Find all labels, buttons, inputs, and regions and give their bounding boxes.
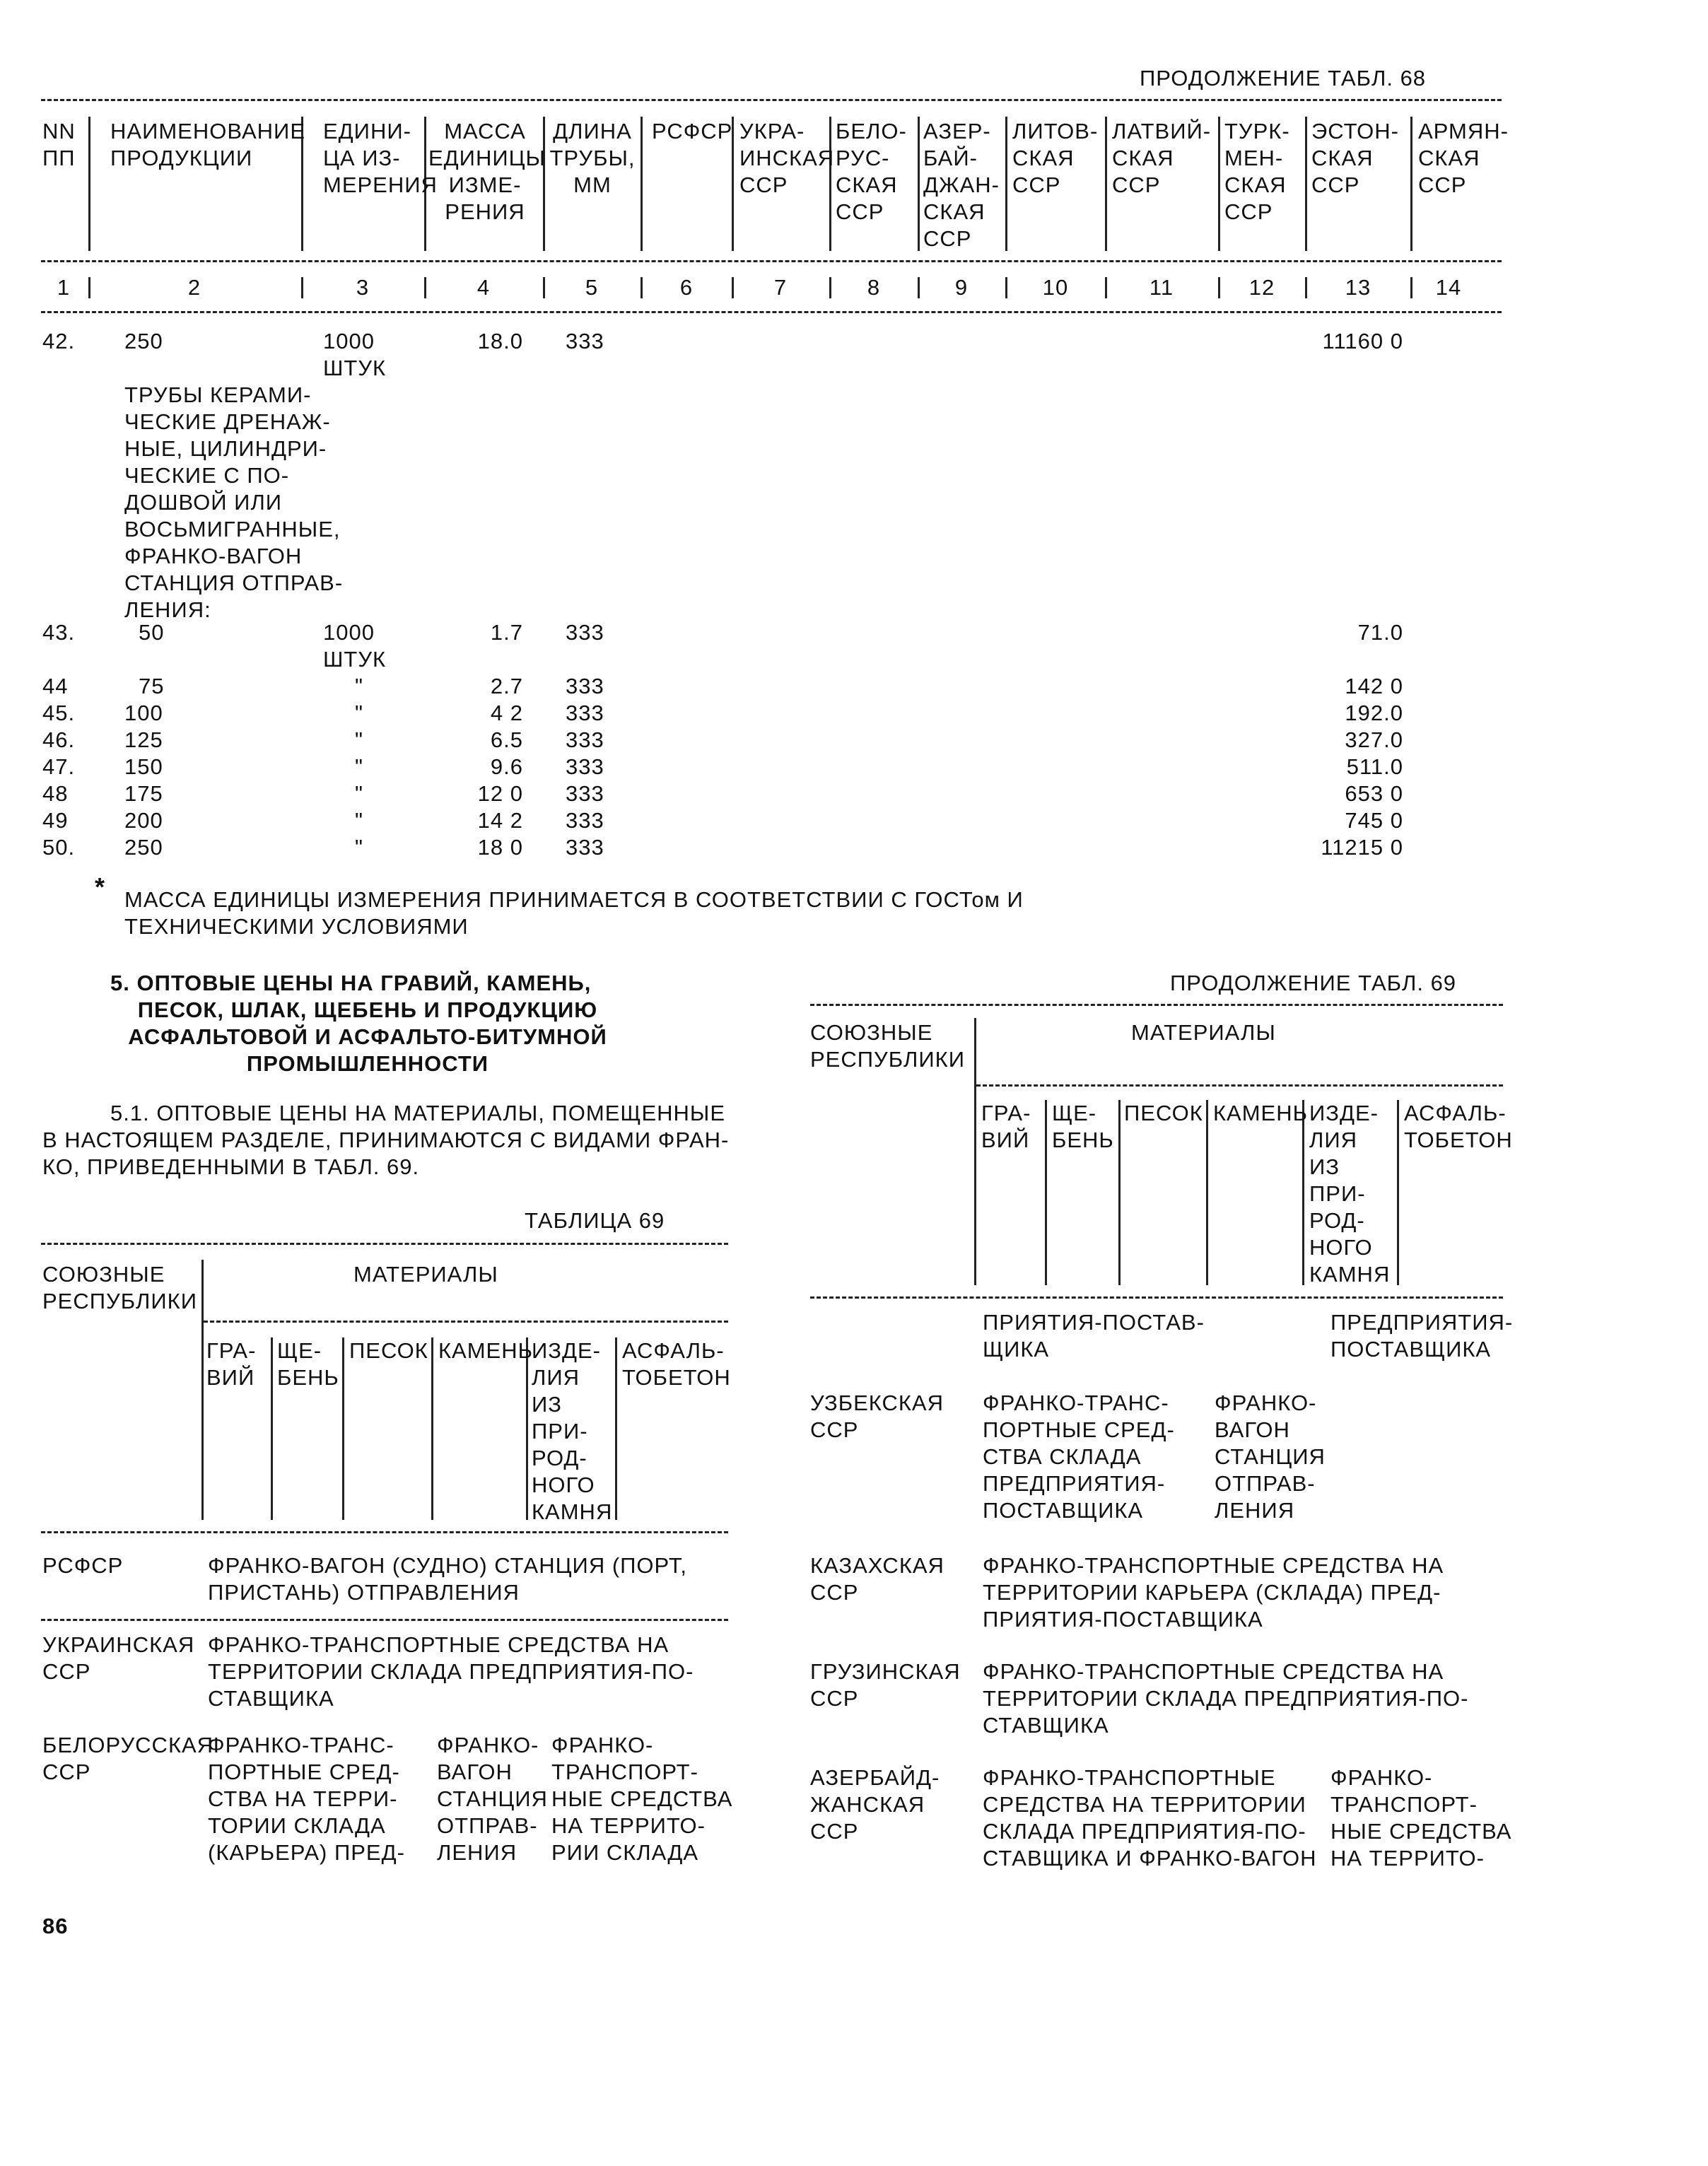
t68-colnum: 1 xyxy=(57,275,71,300)
t68-col-header-lit: ЛИТОВ- СКАЯ ССР xyxy=(1012,119,1099,197)
page-number: 86 xyxy=(42,1914,69,1938)
t68-col-header-arm: АРМЯН- СКАЯ ССР xyxy=(1418,119,1509,197)
paragraph-rest: В НАСТОЯЩЕМ РАЗДЕЛЕ, ПРИНИМАЮТСЯ С ВИДАМИ ФРАН- КО, ПРИВЕДЕННЫМИ В ТАБЛ. 69. xyxy=(42,1128,730,1179)
t68-colnum: 5 xyxy=(585,275,599,300)
t68-col-header-nn: NN ПП xyxy=(42,119,76,170)
t68-col-header-name: НАИМЕНОВАНИЕ ПРОДУКЦИИ xyxy=(110,119,306,170)
t69c-cont-right: ПРЕДПРИЯТИЯ- ПОСТАВЩИКА xyxy=(1330,1310,1514,1362)
t69-republics-label: СОЮЗНЫЕ РЕСПУБЛИКИ xyxy=(42,1262,198,1313)
t68-col-header-bel: БЕЛО- РУС- СКАЯ ССР xyxy=(836,119,907,224)
t68-colnum: 4 xyxy=(476,275,491,300)
t69c-caption: ПРОДОЛЖЕНИЕ ТАБЛ. 69 xyxy=(1170,971,1457,995)
t68-col-header-length: ДЛИНА ТРУБЫ, ММ xyxy=(549,119,636,197)
t68-group-title: ТРУБЫ КЕРАМИ- ЧЕСКИЕ ДРЕНАЖ- НЫЕ, ЦИЛИНДРИ- ЧЕСКИЕ С ПО- ДОШВОЙ ИЛИ ВОСЬМИГРАННЫЕ, ФРАНКО-ВАГОН СТАНЦИЯ ОТПРАВ- ЛЕНИЯ: xyxy=(124,382,344,622)
t68-top-rule xyxy=(41,99,1502,101)
t69-caption: ТАБЛИЦА 69 xyxy=(525,1208,665,1233)
t69c-cont-left: ПРИЯТИЯ-ПОСТАВ- ЩИКА xyxy=(983,1310,1205,1362)
t69-sub-stone-products: ИЗДЕ- ЛИЯ ИЗ ПРИ- РОД- НОГО КАМНЯ xyxy=(532,1338,613,1524)
t69c-sub-stone-products: ИЗДЕ- ЛИЯ ИЗ ПРИ- РОД- НОГО КАМНЯ xyxy=(1309,1101,1391,1287)
t68-colnum: 14 xyxy=(1435,275,1462,300)
paragraph-line1: 5.1. ОПТОВЫЕ ЦЕНЫ НА МАТЕРИАЛЫ, ПОМЕЩЕННЫЕ xyxy=(110,1101,726,1125)
footnote-text: МАССА ЕДИНИЦЫ ИЗМЕРЕНИЯ ПРИНИМАЕТСЯ В СООТВЕТСТВИИ С ГОСТом И ТЕХНИЧЕСКИМИ УСЛОВИЯМИ xyxy=(124,887,1024,939)
t68-colnum: 10 xyxy=(1042,275,1069,300)
t68-col-header-mass: МАССА ЕДИНИЦЫ ИЗМЕ- РЕНИЯ xyxy=(428,119,546,224)
t68-colnum: 6 xyxy=(679,275,694,300)
t69-materials-label: МАТЕРИАЛЫ xyxy=(353,1262,498,1287)
t68-header-rule xyxy=(41,260,1502,262)
t68-col-header-turk: ТУРК- МЕН- СКАЯ ССР xyxy=(1224,119,1290,224)
t68-colnum: 13 xyxy=(1345,275,1371,300)
t68-colnum: 7 xyxy=(773,275,788,300)
t68-colnum: 8 xyxy=(867,275,881,300)
t68-col-header-lat: ЛАТВИЙ- СКАЯ ССР xyxy=(1112,119,1212,197)
t69c-sub-gravel: ГРА- ВИЙ xyxy=(981,1101,1031,1152)
t68-colnum: 11 xyxy=(1149,275,1174,300)
t69-sub-sand: ПЕСОК xyxy=(349,1338,428,1363)
section-heading-line1: 5. ОПТОВЫЕ ЦЕНЫ НА ГРАВИЙ, КАМЕНЬ, xyxy=(110,971,592,995)
t69-sub-stone: КАМЕНЬ xyxy=(438,1338,533,1363)
t69c-sub-sand: ПЕСОК xyxy=(1124,1101,1203,1125)
t68-colnum: 3 xyxy=(356,275,370,300)
t68-colnum: 2 xyxy=(187,275,201,300)
t69c-header-rule xyxy=(810,1296,1503,1299)
section-heading-rest: ПЕСОК, ШЛАК, ЩЕБЕНЬ И ПРОДУКЦИЮ АСФАЛЬТОВОЙ И АСФАЛЬТО-БИТУМНОЙ ПРОМЫШЛЕННОСТИ xyxy=(128,997,607,1076)
t69c-sub-stone: КАМЕНЬ xyxy=(1213,1101,1308,1125)
t68-col-header-unit: ЕДИНИ- ЦА ИЗ- МЕРЕНИЯ xyxy=(323,119,438,197)
t68-numbers-rule xyxy=(41,311,1502,313)
t68-col-header-ukr: УКРА- ИНСКАЯ ССР xyxy=(739,119,835,197)
t69-sub-crushed: ЩЕ- БЕНЬ xyxy=(277,1338,339,1390)
t68-colnum: 12 xyxy=(1248,275,1275,300)
t69c-top-rule xyxy=(810,1004,1503,1006)
t69c-materials-label: МАТЕРИАЛЫ xyxy=(1131,1020,1276,1045)
t69-top-rule xyxy=(41,1243,728,1245)
t68-col-header-est: ЭСТОН- СКАЯ ССР xyxy=(1311,119,1400,197)
t68-caption: ПРОДОЛЖЕНИЕ ТАБЛ. 68 xyxy=(1140,66,1427,90)
t69-sub-asphalt: АСФАЛЬ- ТОБЕТОН xyxy=(622,1338,731,1390)
t68-col-header-aze: АЗЕР- БАЙ- ДЖАН- СКАЯ ССР xyxy=(923,119,1000,251)
t69c-sub-crushed: ЩЕ- БЕНЬ xyxy=(1052,1101,1114,1152)
t69c-republics-label: СОЮЗНЫЕ РЕСПУБЛИКИ xyxy=(810,1020,966,1072)
t68-col-header-rsfsr: РСФСР xyxy=(652,119,733,144)
footnote-mark: * xyxy=(95,872,106,901)
t69-header-rule xyxy=(41,1531,728,1533)
t69-sub-gravel: ГРА- ВИЙ xyxy=(206,1338,257,1390)
t68-colnum: 9 xyxy=(954,275,969,300)
t69c-sub-asphalt: АСФАЛЬ- ТОБЕТОН xyxy=(1404,1101,1513,1152)
